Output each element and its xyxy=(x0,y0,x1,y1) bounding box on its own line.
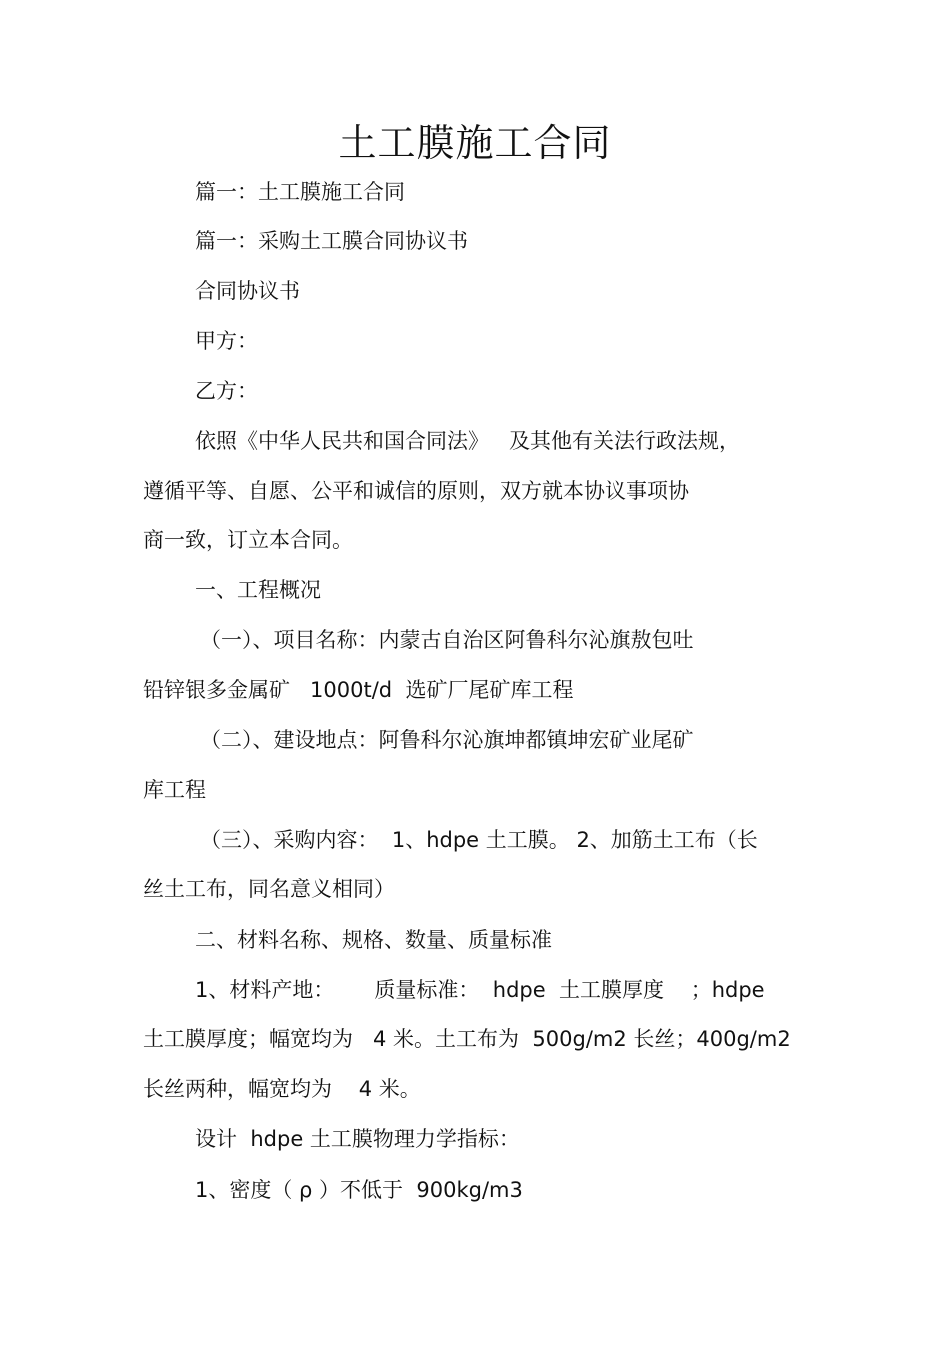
purchase-content-line-1: （三）、采购内容： 1、hdpe 土工膜。 2、加筋土工布（长 xyxy=(200,828,758,852)
design-index-heading: 设计 hdpe 土工膜物理力学指标： xyxy=(195,1127,520,1151)
preamble-line-1: 依照《中华人民共和国合同法》 及其他有关法行政法规， xyxy=(195,429,741,453)
preamble-line-2: 遵循平等、自愿、公平和诚信的原则，双方就本协议事项协 xyxy=(143,479,689,503)
purchase-content-line-2: 丝土工布，同名意义相同） xyxy=(143,877,395,901)
party-a-line: 甲方： xyxy=(195,329,258,353)
project-name-line-1: （一）、项目名称：内蒙古自治区阿鲁科尔沁旗敖包吐 xyxy=(200,628,694,652)
location-line-2: 库工程 xyxy=(143,778,206,802)
agreement-heading: 合同协议书 xyxy=(195,279,300,303)
material-origin-line-1: 1、材料产地： 质量标准： hdpe 土工膜厚度 ；hdpe xyxy=(195,978,765,1002)
location-line-1: （二）、建设地点：阿鲁科尔沁旗坤都镇坤宏矿业尾矿 xyxy=(200,728,694,752)
section-heading-1: 篇一：土工膜施工合同 xyxy=(195,180,405,204)
party-b-line: 乙方： xyxy=(195,379,258,403)
clause-heading-2: 二、材料名称、规格、数量、质量标准 xyxy=(195,928,552,952)
document-title: 土工膜施工合同 xyxy=(338,121,612,165)
density-line: 1、密度（ ρ ）不低于 900kg/m3 xyxy=(195,1178,523,1202)
clause-heading-1: 一、工程概况 xyxy=(195,578,321,602)
material-origin-line-3: 长丝两种，幅宽均为 4 米。 xyxy=(143,1077,421,1101)
material-origin-line-2: 土工膜厚度；幅宽均为 4 米。土工布为 500g/m2 长丝；400g/m2 xyxy=(143,1027,791,1051)
project-name-line-2: 铅锌银多金属矿 1000t/d 选矿厂尾矿库工程 xyxy=(143,678,574,702)
preamble-line-3: 商一致，订立本合同。 xyxy=(143,528,353,552)
section-heading-2: 篇一：采购土工膜合同协议书 xyxy=(195,229,468,253)
